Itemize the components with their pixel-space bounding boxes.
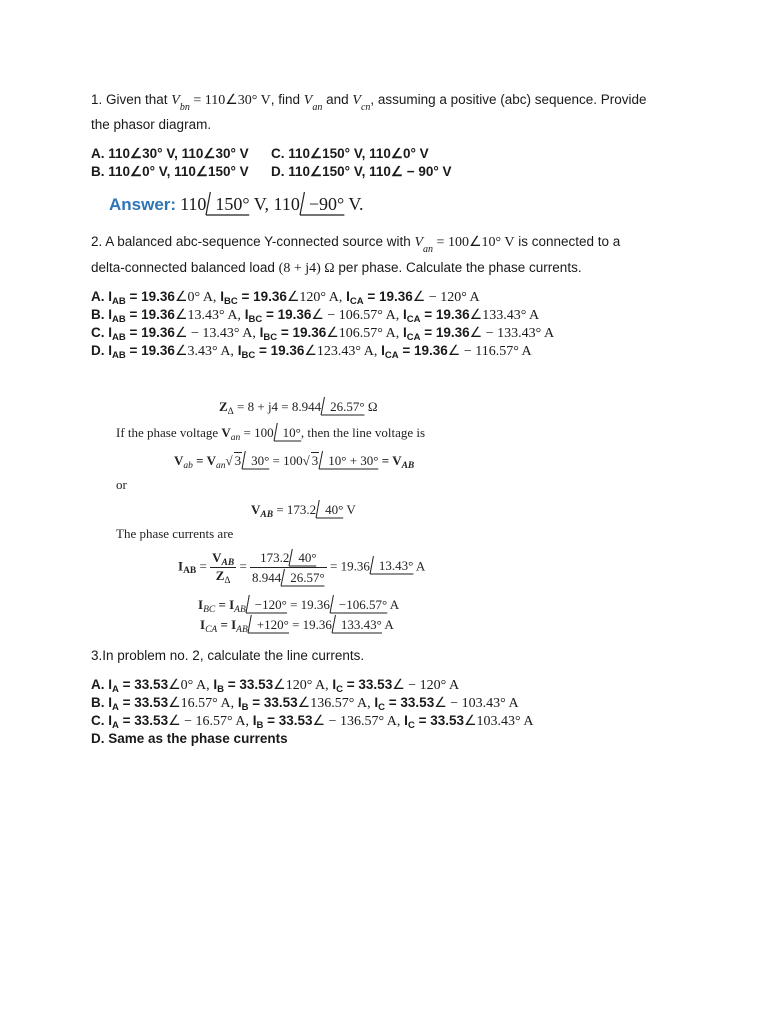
q1-text-c: and xyxy=(322,92,353,107)
q3-option-sub: A xyxy=(112,684,119,695)
q3-option-sym: I xyxy=(234,695,242,710)
q2-option-sub: CA xyxy=(349,296,364,307)
q3-option-sym: I xyxy=(370,695,379,710)
solution-phase-currents-text: The phase currents are xyxy=(116,526,234,541)
q3-option-sub: A xyxy=(112,702,119,713)
q2-option-ang: ∠133.43° A xyxy=(469,308,540,323)
answer-unit-2: V. xyxy=(344,194,364,214)
q2-option-val: = 19.36 xyxy=(262,307,312,322)
q1-option-c xyxy=(271,146,429,162)
q2-option-sub: BC xyxy=(263,332,278,343)
q2-option-sub: BC xyxy=(223,296,238,307)
answer-value xyxy=(180,194,363,214)
q3-option-val: = 33.53 xyxy=(263,713,313,728)
q3-option-val: = 33.53 xyxy=(248,695,298,710)
q2-option-val: = 19.36 xyxy=(255,343,305,358)
q3-option-letter: B. xyxy=(91,695,105,710)
q3-option-sym: I xyxy=(400,713,408,728)
q1-answer xyxy=(109,192,364,215)
q1-line-1 xyxy=(91,92,647,113)
q2-option-sym: I xyxy=(108,307,113,322)
q2-option-sub: AB xyxy=(112,332,126,343)
q3-option-c xyxy=(91,713,533,730)
solution-vab-equation: $V_{ab} = V_{an}√$ 3 30° = 100√ 3 $10^\circ + 30^\circ = V_{AB}$ xyxy=(174,453,415,471)
q2-option-letter: D. xyxy=(91,343,105,358)
q2-option-sym: I xyxy=(216,289,224,304)
q2-option-sub: BC xyxy=(248,314,263,325)
q2-option-sym: I xyxy=(377,343,385,358)
q2-option-val: = 19.36 xyxy=(125,307,175,322)
q3-option-sub: C xyxy=(407,720,415,731)
q2-option-val: = 19.36 xyxy=(237,289,287,304)
q3-option-sym: I xyxy=(248,713,257,728)
q2-line-2 xyxy=(91,260,582,277)
q2-option-ang: ∠ − 116.57° A xyxy=(447,344,532,359)
q2-option-ang: ∠3.43° A, xyxy=(174,344,234,359)
q1-option-c-text: 110∠150° V, 110∠0° V xyxy=(288,146,429,161)
q2-option-ang: ∠120° A, xyxy=(286,290,343,305)
q2-van-sub: an xyxy=(423,244,434,255)
q2-option-ang: ∠0° A, xyxy=(174,290,217,305)
q3-option-letter: A. xyxy=(91,677,105,692)
q1-option-b-text: 110∠0° V, 110∠150° V xyxy=(108,164,249,179)
q2-line-1 xyxy=(91,234,621,255)
q2-option-d xyxy=(91,343,532,360)
q2-option-b xyxy=(91,307,539,324)
q1-line-2: the phasor diagram. xyxy=(91,117,212,132)
q2-option-sub: CA xyxy=(406,314,421,325)
q2-option-ang: ∠13.43° A, xyxy=(174,308,241,323)
q1-vbn-value: = 110∠30° V xyxy=(189,93,271,108)
q1-option-c-letter: C. xyxy=(271,146,285,161)
q2-option-letter: C. xyxy=(91,325,105,340)
angle-symbol: 10° + 30° xyxy=(319,451,378,469)
q2-text-c: delta-connected balanced load xyxy=(91,260,279,275)
q3-option-val: = 33.53 xyxy=(118,695,169,710)
q3-option-sym: I xyxy=(108,713,113,728)
q2-option-ang: ∠123.43° A, xyxy=(304,344,378,359)
q3-option-sub: A xyxy=(112,720,119,731)
q2-option-sym: I xyxy=(233,343,242,358)
angle-symbol: 26.57° xyxy=(321,397,364,415)
q2-option-ang: ∠ − 120° A xyxy=(412,290,480,305)
q2-option-letter: A. xyxy=(91,289,105,304)
answer-mag-1: 110 xyxy=(180,194,207,214)
q2-option-sub: AB xyxy=(112,314,126,325)
q3-option-ang: ∠16.57° A, xyxy=(168,696,235,711)
q2-option-sym: I xyxy=(108,343,113,358)
q3-option-val: = 33.53 xyxy=(385,695,435,710)
q1-text-d: , assuming a positive (abc) sequence. Provide xyxy=(370,92,647,107)
q3-option-b xyxy=(91,695,519,712)
q3-option-ang: ∠ − 16.57° A, xyxy=(168,714,249,729)
q2-option-sym: I xyxy=(399,307,407,322)
q3-option-ang: ∠0° A, xyxy=(168,678,210,693)
q1-option-d-text: 110∠150° V, 110∠ − 90° V xyxy=(288,164,452,179)
q2-option-sym: I xyxy=(399,325,407,340)
q1-text: 1. Given that xyxy=(91,92,172,107)
q1-option-d-letter: D. xyxy=(271,164,285,179)
q2-text-b: is connected to a xyxy=(514,234,621,249)
q2-option-sym: I xyxy=(108,325,113,340)
q1-option-d xyxy=(271,164,452,180)
q1-vcn: V xyxy=(352,93,361,108)
q3-option-sym: I xyxy=(108,677,113,692)
q2-option-sym: I xyxy=(240,307,249,322)
q2-option-sub: AB xyxy=(112,296,126,307)
q3-question: 3.In problem no. 2, calculate the line currents. xyxy=(91,648,365,663)
q3-option-a xyxy=(91,677,459,694)
q3-option-val: = 33.53 xyxy=(414,713,464,728)
q3-option-sub: B xyxy=(217,684,224,695)
q3-option-sub: C xyxy=(378,702,386,713)
q3-option-sub: B xyxy=(256,720,264,731)
q2-option-letter: B. xyxy=(91,307,105,322)
q3-option-sym: I xyxy=(209,677,218,692)
q3-option-sub: C xyxy=(336,684,344,695)
q1-text-b: , find xyxy=(270,92,304,107)
q2-option-sym: I xyxy=(255,325,264,340)
q3-option-d: D. Same as the phase currents xyxy=(91,731,288,746)
q3-option-ang: ∠136.57° A, xyxy=(297,696,371,711)
q1-van-sub: an xyxy=(312,102,323,113)
q2-option-sym: I xyxy=(342,289,350,304)
q2-option-val: = 19.36 xyxy=(420,307,470,322)
q2-option-val: = 19.36 xyxy=(125,289,175,304)
q1-option-b xyxy=(91,164,249,180)
q1-vcn-sub: cn xyxy=(360,102,371,113)
q2-option-sub: CA xyxy=(406,332,421,343)
q2-option-ang: ∠ − 133.43° A xyxy=(469,326,555,341)
q3-option-val: = 33.53 xyxy=(118,677,169,692)
solution-ica-equation: $I_{CA} = I_{AB}$ +120° = 19.36 133.43° A xyxy=(200,617,394,635)
solution-or: or xyxy=(116,477,127,492)
angle-symbol: 40° xyxy=(316,500,343,518)
q1-option-b-letter: B. xyxy=(91,164,105,179)
q3-option-ang: ∠ − 120° A xyxy=(392,678,460,693)
q1-option-a xyxy=(91,146,249,162)
q3-option-sym: I xyxy=(108,695,113,710)
q2-option-val: = 19.36 xyxy=(277,325,327,340)
q2-option-val: = 19.36 xyxy=(420,325,470,340)
q2-option-ang: ∠ − 13.43° A, xyxy=(174,326,256,341)
q1-van: V xyxy=(303,93,313,108)
answer-angle-2: −90° xyxy=(300,192,344,215)
q2-text-d: per phase. Calculate the phase currents. xyxy=(334,260,582,275)
q2-text-a: 2. A balanced abc-sequence Y-connected source with xyxy=(91,234,415,249)
q1-option-a-letter: A. xyxy=(91,146,105,161)
q1-vbn-sub: bn xyxy=(179,102,190,113)
solution-z-delta: $Z_\Delta = 8 + j4 = 8.944$ 26.57° Ω xyxy=(219,399,378,417)
q2-option-c xyxy=(91,325,554,342)
solution-ibc-equation: $I_{BC} = I_{AB}$ −120° = 19.36 −106.57° A xyxy=(198,597,400,615)
q1-option-a-text: 110∠30° V, 110∠30° V xyxy=(108,146,249,161)
q3-option-val: = 33.53 xyxy=(118,713,169,728)
q3-option-ang: ∠ − 103.43° A xyxy=(434,696,519,711)
q2-option-ang: ∠106.57° A, xyxy=(326,326,400,341)
q3-option-ang: ∠ − 136.57° A, xyxy=(312,714,401,729)
solution-phase-voltage: If the phase voltage $V_{an} = 100$ 10°, then the line voltage is xyxy=(116,425,426,443)
answer-label: Answer: xyxy=(109,195,177,214)
q2-option-ang: ∠ − 106.57° A, xyxy=(311,308,400,323)
q2-option-val: = 19.36 xyxy=(125,343,175,358)
q2-option-sub: BC xyxy=(241,350,256,361)
q2-option-val: = 19.36 xyxy=(363,289,413,304)
q3-option-sub: B xyxy=(241,702,249,713)
q2-option-sub: CA xyxy=(384,350,399,361)
q3-option-ang: ∠103.43° A xyxy=(463,714,534,729)
q3-option-val: = 33.53 xyxy=(343,677,393,692)
q2-option-a xyxy=(91,289,480,306)
q3-option-letter: C. xyxy=(91,713,105,728)
angle-symbol: 10° xyxy=(274,423,301,441)
q2-option-val: = 19.36 xyxy=(125,325,175,340)
q1-vbn: V xyxy=(171,93,180,108)
q2-option-val: = 19.36 xyxy=(398,343,448,358)
q3-option-val: = 33.53 xyxy=(223,677,274,692)
answer-angle-1: 150° xyxy=(206,192,249,215)
q2-van-value: = 100∠10° V xyxy=(433,235,515,250)
answer-mag-2: 110 xyxy=(273,194,300,214)
angle-symbol: 30° xyxy=(242,451,269,469)
q2-van: V xyxy=(414,235,424,250)
q3-option-sym: I xyxy=(328,677,337,692)
q2-option-sym: I xyxy=(108,289,113,304)
q2-option-sub: AB xyxy=(112,350,126,361)
solution-iab-equation: $I_{AB}$ = $\frac{V_{AB}}{Z_\Delta}$ = 173.2 40° 8.944 26.57° = 19.36 13.43° A xyxy=(178,550,426,586)
solution-vAB-value: $V_{AB} = 173.2$ 40° V xyxy=(251,502,356,520)
answer-unit-1: V, xyxy=(249,194,274,214)
q3-option-ang: ∠120° A, xyxy=(273,678,329,693)
q2-load: (8 + j4) Ω xyxy=(278,261,335,276)
